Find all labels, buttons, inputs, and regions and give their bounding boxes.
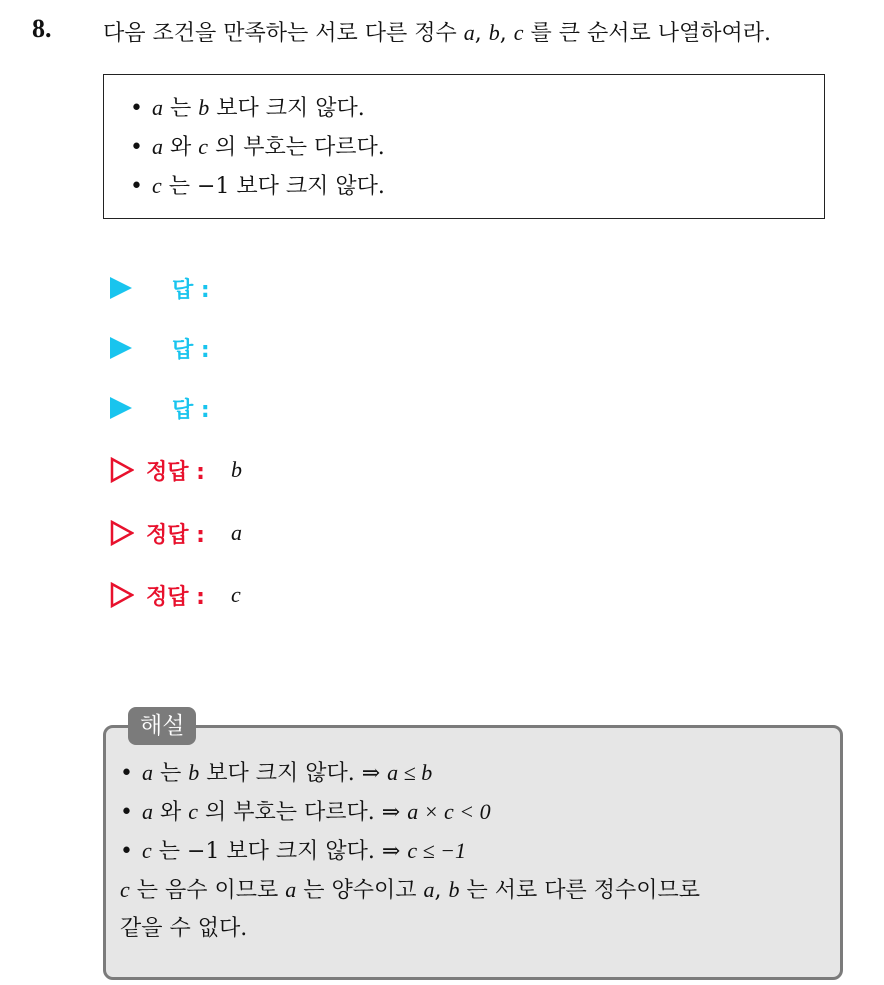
- explanation-tag: 해설: [128, 707, 196, 745]
- explanation-paragraph: c 는 음수 이므로 a 는 양수이고 a, b 는 서로 다른 정수이므로: [120, 877, 701, 903]
- condition-item: • c 는 −1 보다 크지 않다.: [130, 173, 385, 199]
- correct-answer-label: 정답 :: [146, 584, 205, 610]
- outline-triangle-icon: [110, 520, 134, 546]
- correct-answer-row: [110, 580, 241, 610]
- correct-answer-row: [110, 455, 242, 485]
- answer-row: [110, 393, 210, 423]
- correct-answer-value: c: [230, 582, 241, 607]
- answer-label: 답 :: [172, 337, 210, 363]
- explanation-paragraph: 같을 수 없다.: [120, 916, 248, 941]
- explanation-box: [103, 725, 843, 980]
- explanation-item: • a 는 b 보다 크지 않다. ⇒ a ≤ b: [120, 760, 433, 786]
- outline-triangle-icon: [110, 457, 134, 483]
- play-triangle-icon: [110, 277, 132, 299]
- condition-item: • a 는 b 보다 크지 않다.: [130, 95, 365, 121]
- condition-item: • a 와 c 의 부호는 다르다.: [130, 134, 385, 160]
- explanation-item: • a 와 c 의 부호는 다르다. ⇒ a × c < 0: [120, 799, 491, 825]
- correct-answer-value: b: [230, 457, 242, 482]
- correct-answer-value: a: [230, 520, 242, 545]
- answer-label: 답 :: [172, 277, 210, 303]
- play-triangle-icon: [110, 397, 132, 419]
- answer-row: [110, 333, 210, 363]
- correct-answer-label: 정답 :: [146, 459, 205, 485]
- outline-triangle-icon: [110, 582, 134, 608]
- question-number: 8.: [32, 14, 52, 43]
- answer-label: 답 :: [172, 397, 210, 423]
- explanation-item: • c 는 −1 보다 크지 않다. ⇒ c ≤ −1: [120, 838, 467, 864]
- conditions-box: [103, 74, 825, 219]
- play-triangle-icon: [110, 337, 132, 359]
- correct-answer-label: 정답 :: [146, 522, 205, 548]
- correct-answer-row: [110, 518, 242, 548]
- question-text: 다음 조건을 만족하는 서로 다른 정수 a, b, c 를 큰 순서로 나열하여라.: [103, 20, 772, 46]
- answer-row: [110, 273, 210, 303]
